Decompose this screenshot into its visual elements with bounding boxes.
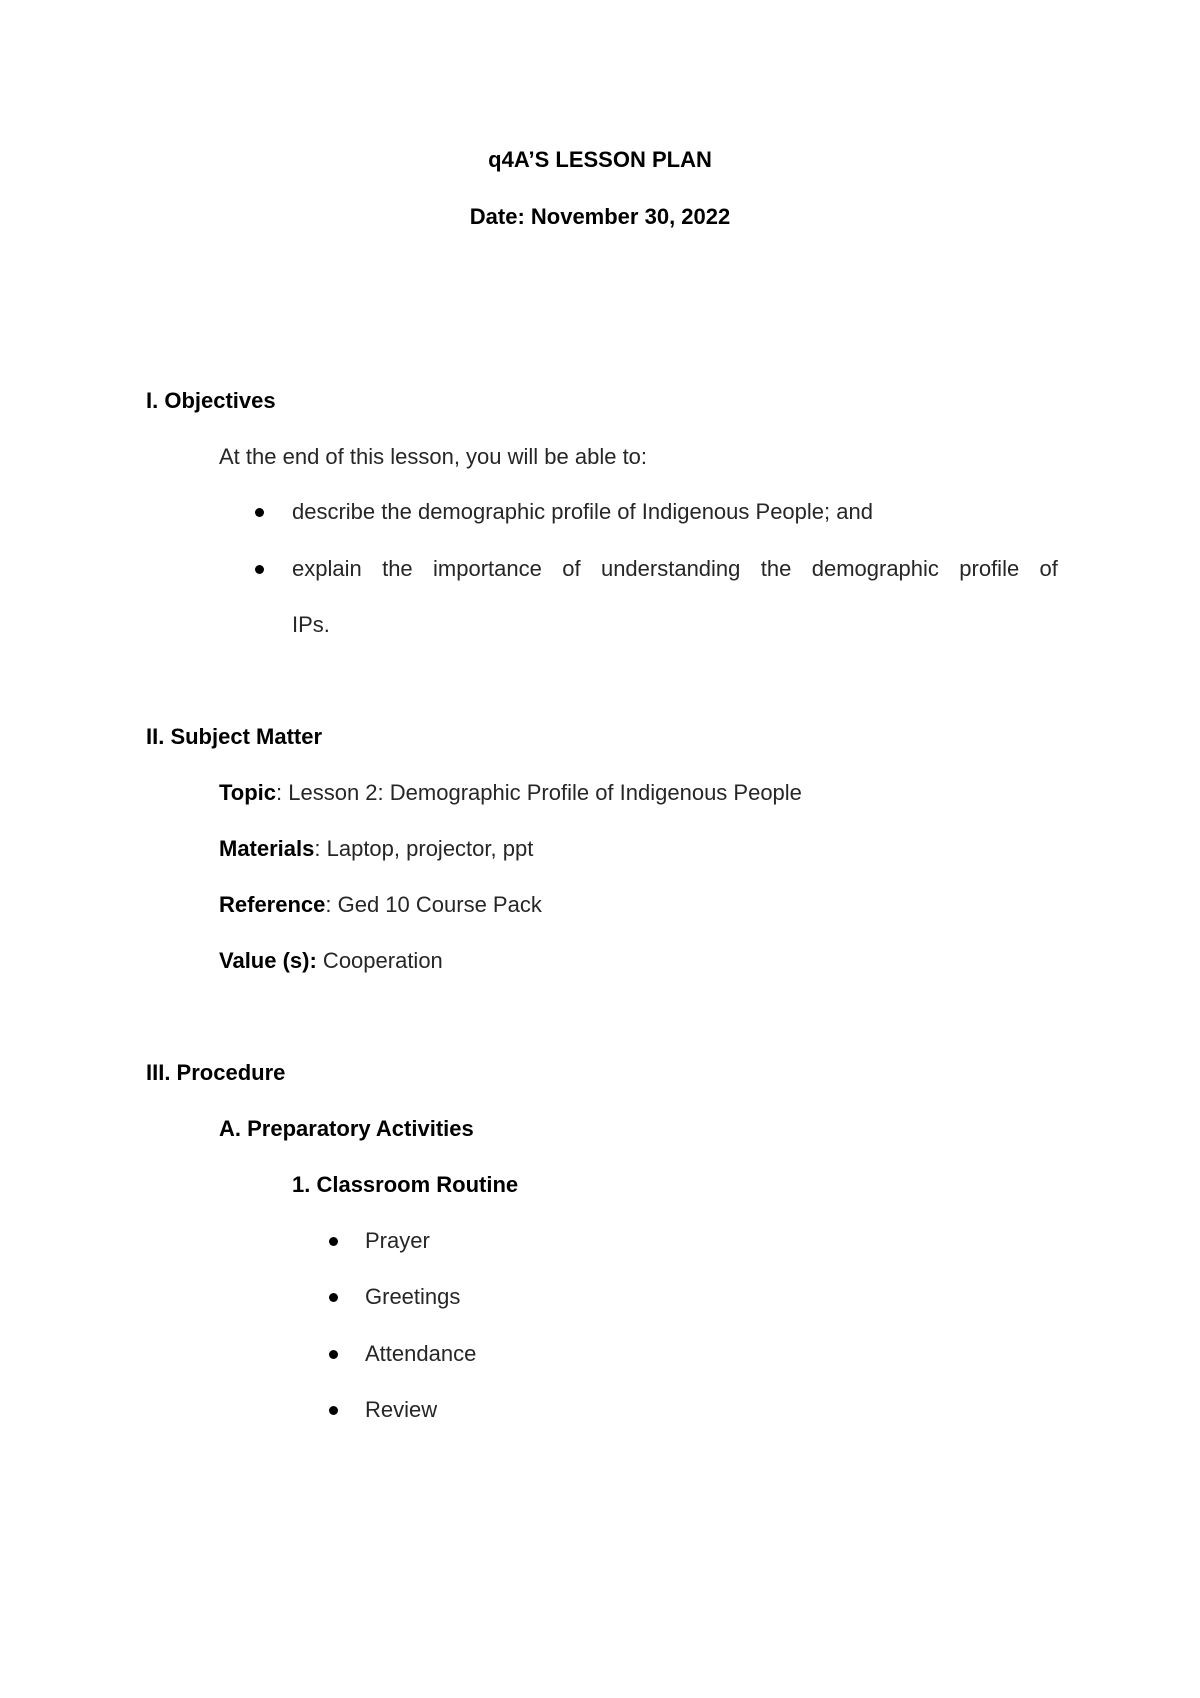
values-line [219, 947, 443, 975]
preparatory-activities-heading: A. Preparatory Activities [219, 1116, 474, 1141]
reference-line [219, 891, 542, 919]
document-date: Date: November 30, 2022 [469, 204, 731, 229]
topic-label: Topic [219, 780, 277, 805]
routine-item-prayer: Prayer [365, 1228, 430, 1253]
values-label: Value (s): [219, 948, 317, 973]
procedure-heading: III. Procedure [146, 1060, 286, 1085]
reference-label: Reference [219, 892, 326, 917]
objective-item-2-continued: IPs. [292, 612, 330, 637]
bullet-icon [329, 1293, 338, 1302]
routine-item-greetings: Greetings [365, 1284, 461, 1309]
objectives-heading: I. Objectives [146, 388, 276, 413]
objective-item-2: explain the importance of understanding the demographic profile of [292, 556, 1058, 581]
reference-value: : Ged 10 Course Pack [325, 892, 542, 917]
objective-item-1: describe the demographic profile of Indigenous People; and [292, 499, 873, 524]
materials-label: Materials [219, 836, 315, 861]
topic-line [219, 779, 802, 807]
routine-item-attendance: Attendance [365, 1341, 477, 1366]
bullet-icon [329, 1237, 338, 1246]
routine-item-review: Review [365, 1397, 438, 1422]
materials-line [219, 835, 533, 863]
bullet-icon [255, 565, 264, 574]
document-title: q4A’S LESSON PLAN [488, 147, 712, 172]
bullet-icon [329, 1350, 338, 1359]
values-value: Cooperation [316, 948, 443, 973]
subject-matter-heading: II. Subject Matter [146, 724, 323, 749]
topic-value: : Lesson 2: Demographic Profile of Indigenous People [276, 780, 802, 805]
classroom-routine-heading: 1. Classroom Routine [292, 1172, 519, 1197]
materials-value: : Laptop, projector, ppt [314, 836, 534, 861]
objectives-intro: At the end of this lesson, you will be able to: [219, 444, 648, 469]
bullet-icon [255, 508, 264, 517]
bullet-icon [329, 1406, 338, 1415]
